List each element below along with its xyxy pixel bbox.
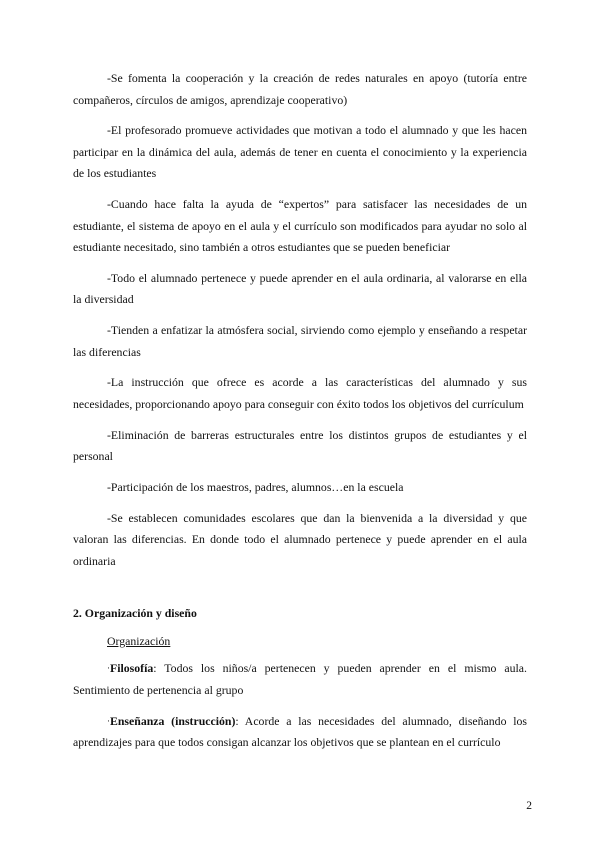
paragraph-experts-support: -Cuando hace falta la ayuda de “expertos” para satisfacer las necesidades de un estudiante, el sistema de apoyo en el aula y el currículo son modificados para ayudar no solo al estudiante necesitado, sino también a otros estudiantes que se pueden beneficiar: [73, 197, 527, 255]
page-number: 2: [526, 800, 532, 812]
paragraph-participation: -Participación de los maestros, padres, alumnos…en la escuela: [107, 480, 404, 495]
item-philosophy: [73, 658, 527, 701]
item-text: : Acorde a las necesidades del alumnado, diseñando los aprendizajes para que todos consigan alcanzar los objetivos que se plantean en el currículo: [73, 713, 527, 750]
paragraph-social-atmosphere: -Tienden a enfatizar la atmósfera social, sirviendo como ejemplo y enseñando a respetar las diferencias: [73, 323, 527, 359]
section-subheading: Organización: [107, 633, 171, 648]
paragraph-all-students-belong: -Todo el alumnado pertenece y puede aprender en el aula ordinaria, al valorarse en ella la diversidad: [73, 270, 527, 307]
paragraph-school-communities: -Se establecen comunidades escolares que dan la bienvenida a la diversidad y que valoran las diferencias. En donde todo el alumnado pertenece y puede aprender en el aula ordinaria: [73, 510, 527, 568]
item-term: Filosofía: [110, 661, 154, 676]
paragraph-cooperation: -Se fomenta la cooperación y la creación de redes naturales en apoyo (tutoría entre compañeros, círculos de amigos, aprendizaje cooperativo): [73, 71, 527, 107]
item-teaching: [73, 711, 527, 754]
paragraph-teachers-activities: -El profesorado promueve actividades que motivan a todo el alumnado y que les hacen participar en la dinámica del aula, además de tener en cuenta el conocimiento y la experiencia de los estudiantes: [73, 123, 527, 181]
page-content: [73, 68, 527, 763]
paragraph-instruction: -La instrucción que ofrece es acorde a las características del alumnado y sus necesidades, proporcionando apoyo para conseguir con éxito todos los objetivos del currículum: [73, 375, 527, 411]
item-term: Enseñanza (instrucción): [110, 713, 236, 728]
paragraph-structural-barriers: -Eliminación de barreras estructurales entre los distintos grupos de estudiantes y el personal: [73, 427, 527, 464]
bullet-dot: ·: [107, 663, 110, 674]
section-heading: 2. Organización y diseño: [73, 606, 197, 621]
bullet-dot: ·: [107, 715, 110, 726]
item-text: : Todos los niños/a pertenecen y pueden aprender en el mismo aula. Sentimiento de pertenencia al grupo: [73, 661, 527, 697]
